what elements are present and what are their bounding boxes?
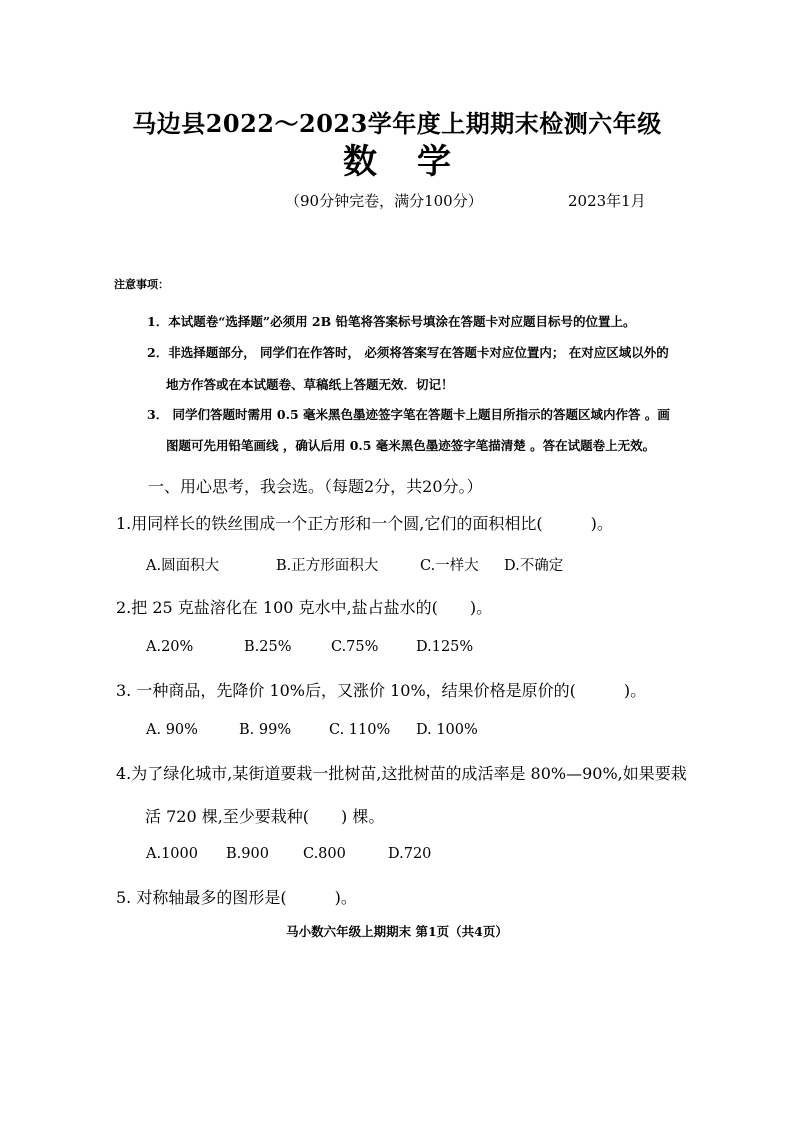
question-4: 4.为了绿化城市,某街道要栽一批树苗,这批树苗的成活率是 80%—90%,如果要栽	[116, 764, 687, 783]
exam-duration-score: （90分钟完卷，满分100分）	[285, 192, 483, 210]
question-2-option-c: C.75%	[331, 639, 379, 655]
notice-item-2: 2．非选择题部分， 同学们在作答时， 必须将答案写在答题卡对应位置内； 在对应区域以外的	[147, 345, 669, 360]
question-4-option-a: A.1000	[146, 846, 198, 862]
question-2-option-a: A.20%	[146, 639, 194, 655]
notice-heading: 注意事项：	[114, 278, 169, 291]
question-1-option-c: C.一样大	[420, 558, 479, 574]
question-3: 3. 一种商品，先降价 10%后，又涨价 10%，结果价格是原价的( )。	[116, 681, 647, 700]
question-3-option-c: C. 110%	[329, 722, 391, 738]
question-2-option-d: D.125%	[416, 639, 474, 655]
notice-item-2-continued: 地方作答或在本试题卷、草稿纸上答题无效．切记！	[166, 377, 454, 392]
question-5: 5. 对称轴最多的图形是( )。	[116, 888, 357, 907]
question-1-option-d: D.不确定	[504, 558, 564, 574]
question-3-option-b: B. 99%	[239, 722, 292, 738]
question-1: 1.用同样长的铁丝围成一个正方形和一个圆,它们的面积相比( )。	[116, 514, 613, 533]
notice-item-3: 3． 同学们答题时需用 0.5 毫米黑色墨迹签字笔在答题卡上题目所指示的答题区域内作答 。画	[147, 407, 670, 422]
question-4-option-d: D.720	[388, 846, 432, 862]
question-1-option-b: B.正方形面积大	[276, 558, 379, 574]
exam-date: 2023年1月	[568, 192, 646, 210]
question-1-option-a: A.圆面积大	[146, 558, 220, 574]
exam-title: 马边县2022～2023学年度上期期末检测六年级	[132, 109, 662, 138]
notice-item-3-continued: 图题可先用铅笔画线 ，确认后用 0.5 毫米黑色墨迹签字笔描清楚 。答在试题卷上无效。	[166, 438, 656, 453]
question-3-option-d: D. 100%	[416, 722, 478, 738]
notice-item-1: 1．本试题卷“选择题”必须用 2B 铅笔将答案标号填涂在答题卡对应题目标号的位置上。	[147, 314, 636, 329]
question-4-option-b: B.900	[226, 846, 269, 862]
question-4-continued: 活 720 棵,至少要栽种( ) 棵。	[145, 807, 385, 826]
section-title: 一、用心思考，我会选。（每题2分，共20分。）	[148, 477, 483, 496]
question-4-option-c: C.800	[303, 846, 346, 862]
question-2-option-b: B.25%	[244, 639, 292, 655]
page-footer: 马小数六年级上期期末 第1页（共4页）	[286, 924, 508, 939]
question-3-option-a: A. 90%	[146, 722, 198, 738]
subject-title: 数学	[343, 142, 491, 182]
question-2: 2.把 25 克盐溶化在 100 克水中,盐占盐水的( )。	[116, 598, 493, 617]
